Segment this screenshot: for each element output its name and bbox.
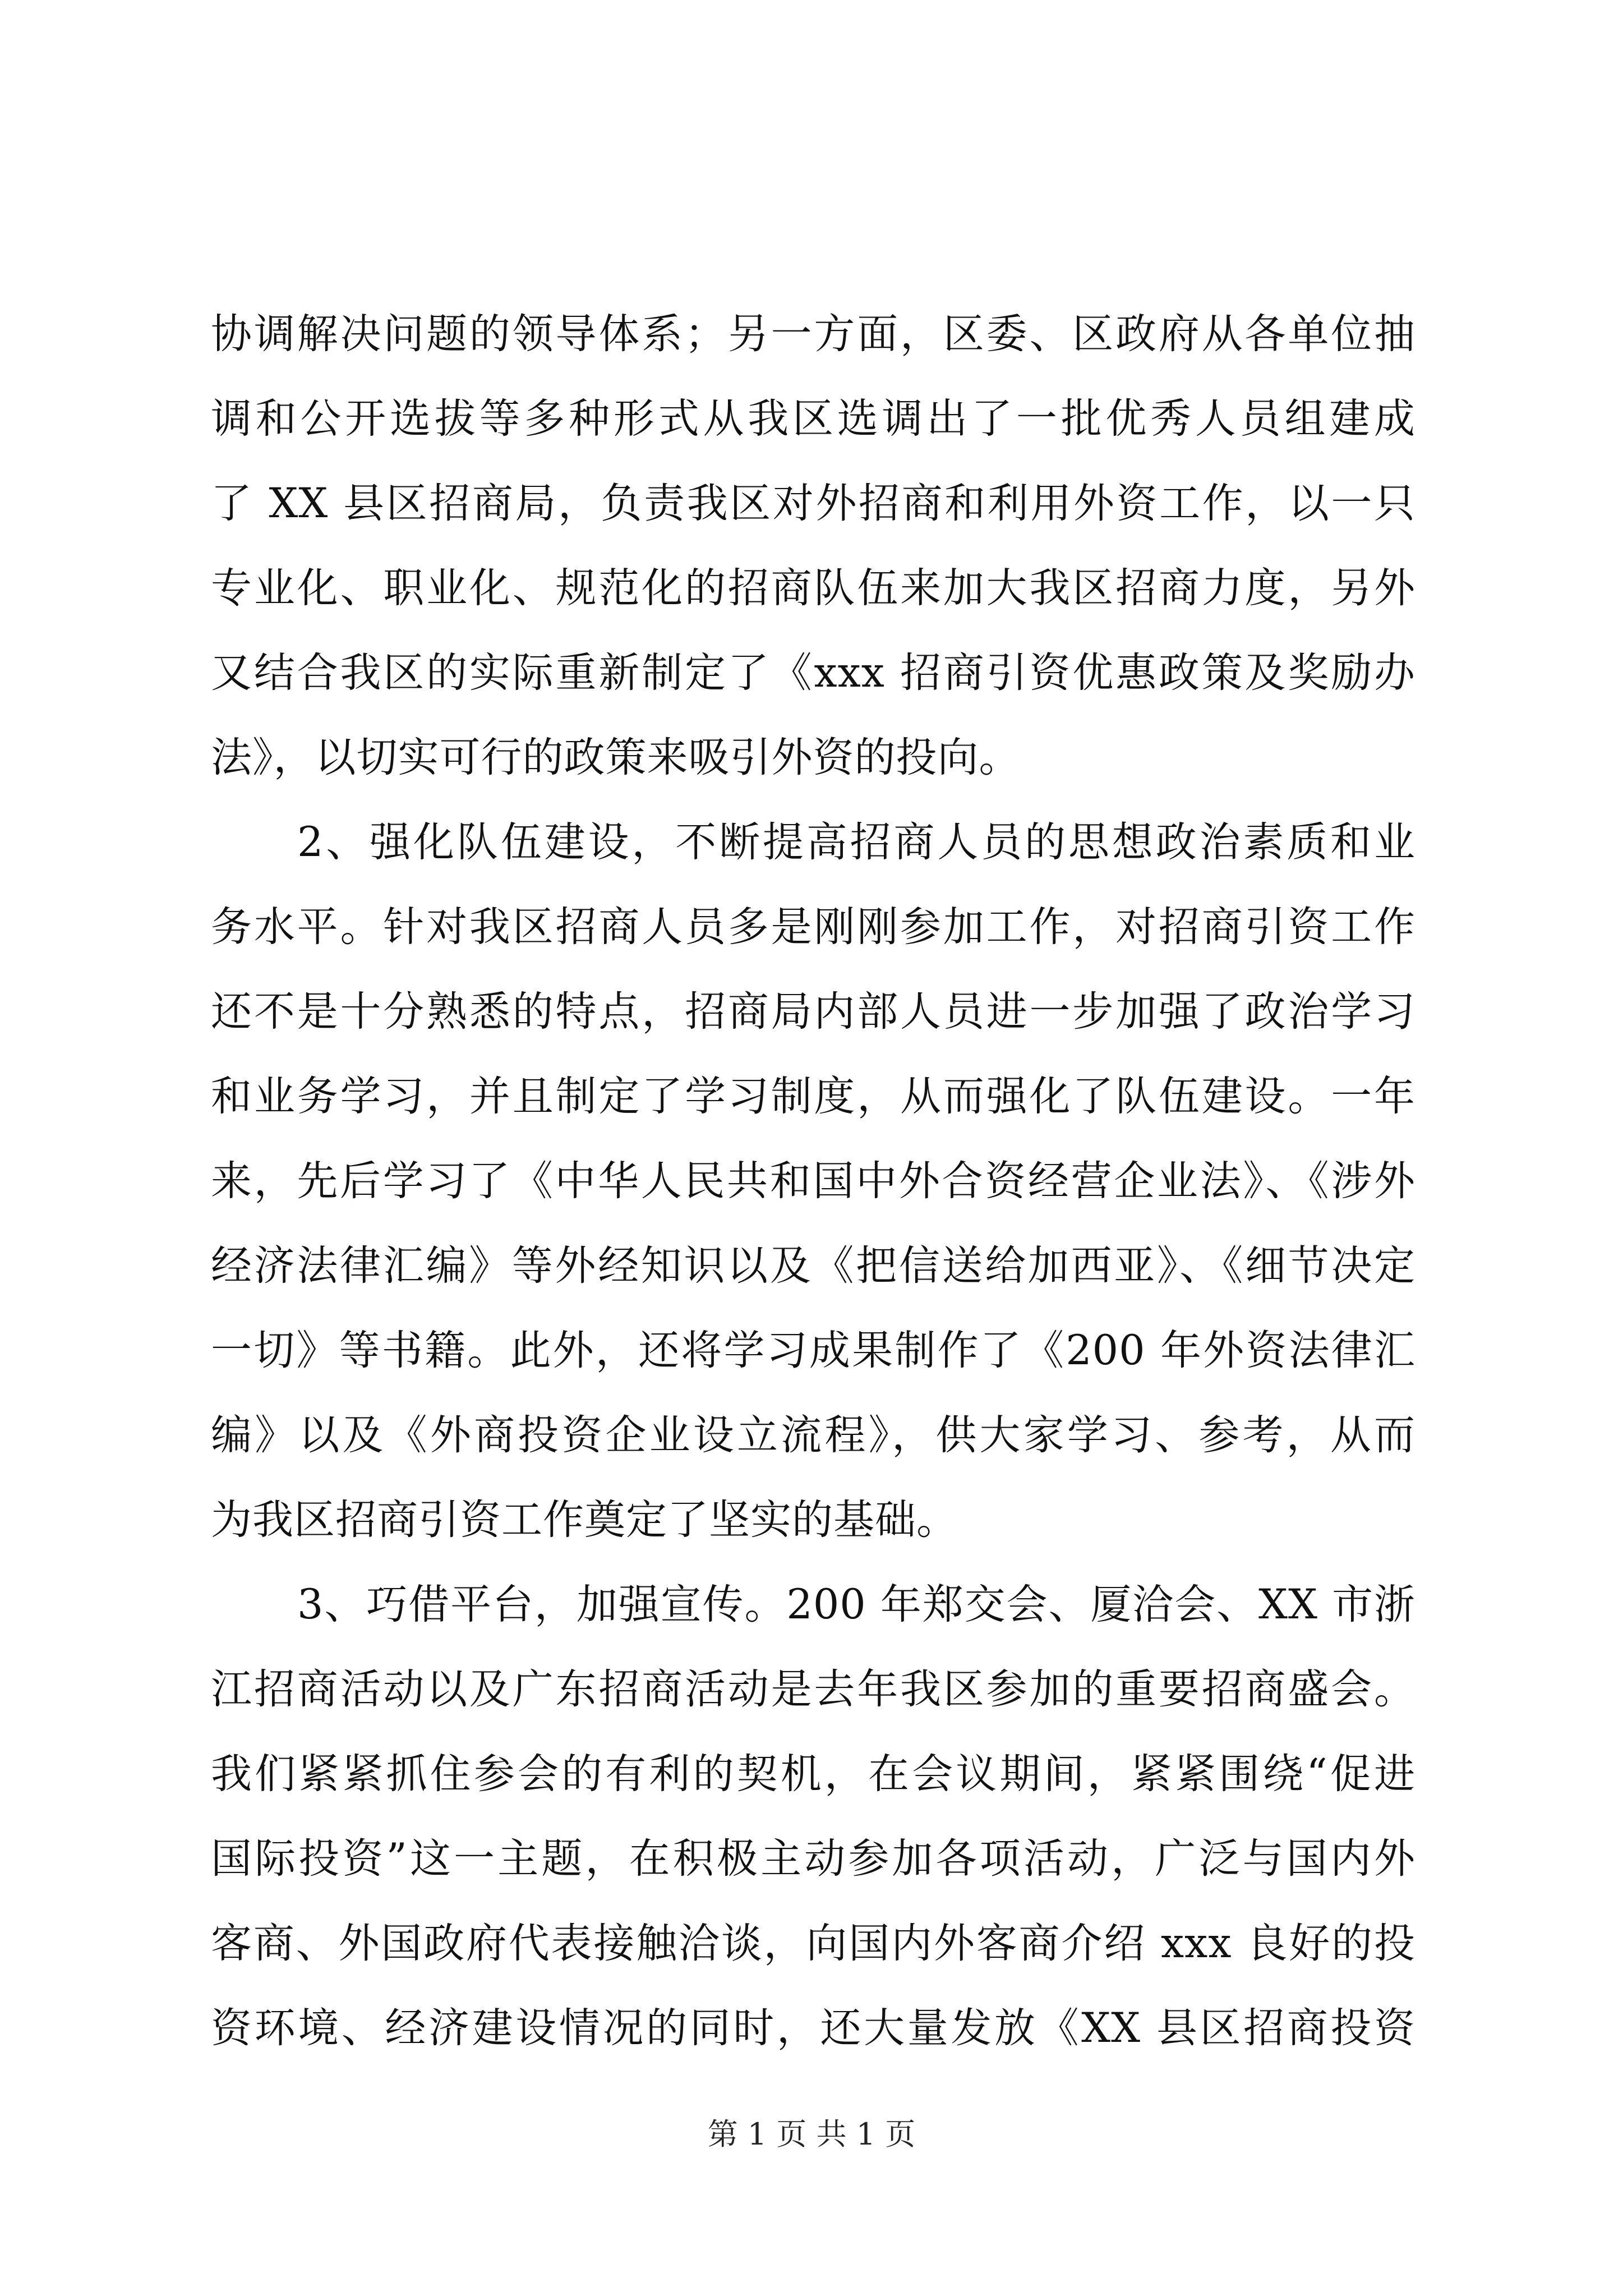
text-line: 经济法律汇编》等外经知识以及《把信送给加西亚》、《细节决定 (211, 1242, 1415, 1290)
text-line: 务水平。针对我区招商人员多是刚刚参加工作，对招商引资工作 (211, 903, 1415, 951)
paragraph-start-line: 2、强化队伍建设，不断提高招商人员的思想政治素质和业 (297, 818, 1415, 866)
text-line: 资环境、经济建设情况的同时，还大量发放《XX 县区招商投资 (211, 2004, 1415, 2052)
page-number-label: 第 1 页 共 1 页 (707, 2116, 916, 2152)
text-line: 还不是十分熟悉的特点，招商局内部人员进一步加强了政治学习 (211, 988, 1415, 1036)
text-line: 我们紧紧抓住参会的有利的契机，在会议期间，紧紧围绕“促进 (211, 1750, 1415, 1798)
text-line: 国际投资”这一主题，在积极主动参加各项活动，广泛与国内外 (211, 1835, 1415, 1883)
text-line: 客商、外国政府代表接触洽谈，向国内外客商介绍 xxx 良好的投 (211, 1920, 1415, 1967)
text-line: 和业务学习，并且制定了学习制度，从而强化了队伍建设。一年 (211, 1073, 1415, 1120)
text-line: 专业化、职业化、规范化的招商队伍来加大我区招商力度，另外 (211, 564, 1415, 612)
text-line: 了 XX 县区招商局，负责我区对外招商和利用外资工作，以一只 (211, 480, 1415, 527)
page-footer (0, 2115, 1623, 2154)
text-line: 协调解决问题的领导体系；另一方面，区委、区政府从各单位抽 (211, 310, 1415, 358)
text-line: 一切》等书籍。此外，还将学习成果制作了《200 年外资法律汇 (211, 1327, 1415, 1374)
body-text (211, 292, 1415, 2070)
text-line: 编》以及《外商投资企业设立流程》，供大家学习、参考，从而 (211, 1411, 1415, 1459)
text-line: 为我区招商引资工作奠定了坚实的基础。 (211, 1496, 958, 1544)
text-line: 调和公开选拔等多种形式从我区选调出了一批优秀人员组建成 (211, 395, 1415, 443)
paragraph-start-line: 3、巧借平台，加强宣传。200 年郑交会、厦洽会、XX 市浙 (297, 1581, 1415, 1628)
text-line: 来，先后学习了《中华人民共和国中外合资经营企业法》、《涉外 (211, 1157, 1415, 1205)
text-line: 江招商活动以及广东招商活动是去年我区参加的重要招商盛会。 (211, 1665, 1415, 1713)
text-line: 法》，以切实可行的政策来吸引外资的投向。 (211, 734, 1021, 781)
text-line: 又结合我区的实际重新制定了《xxx 招商引资优惠政策及奖励办 (211, 649, 1415, 697)
